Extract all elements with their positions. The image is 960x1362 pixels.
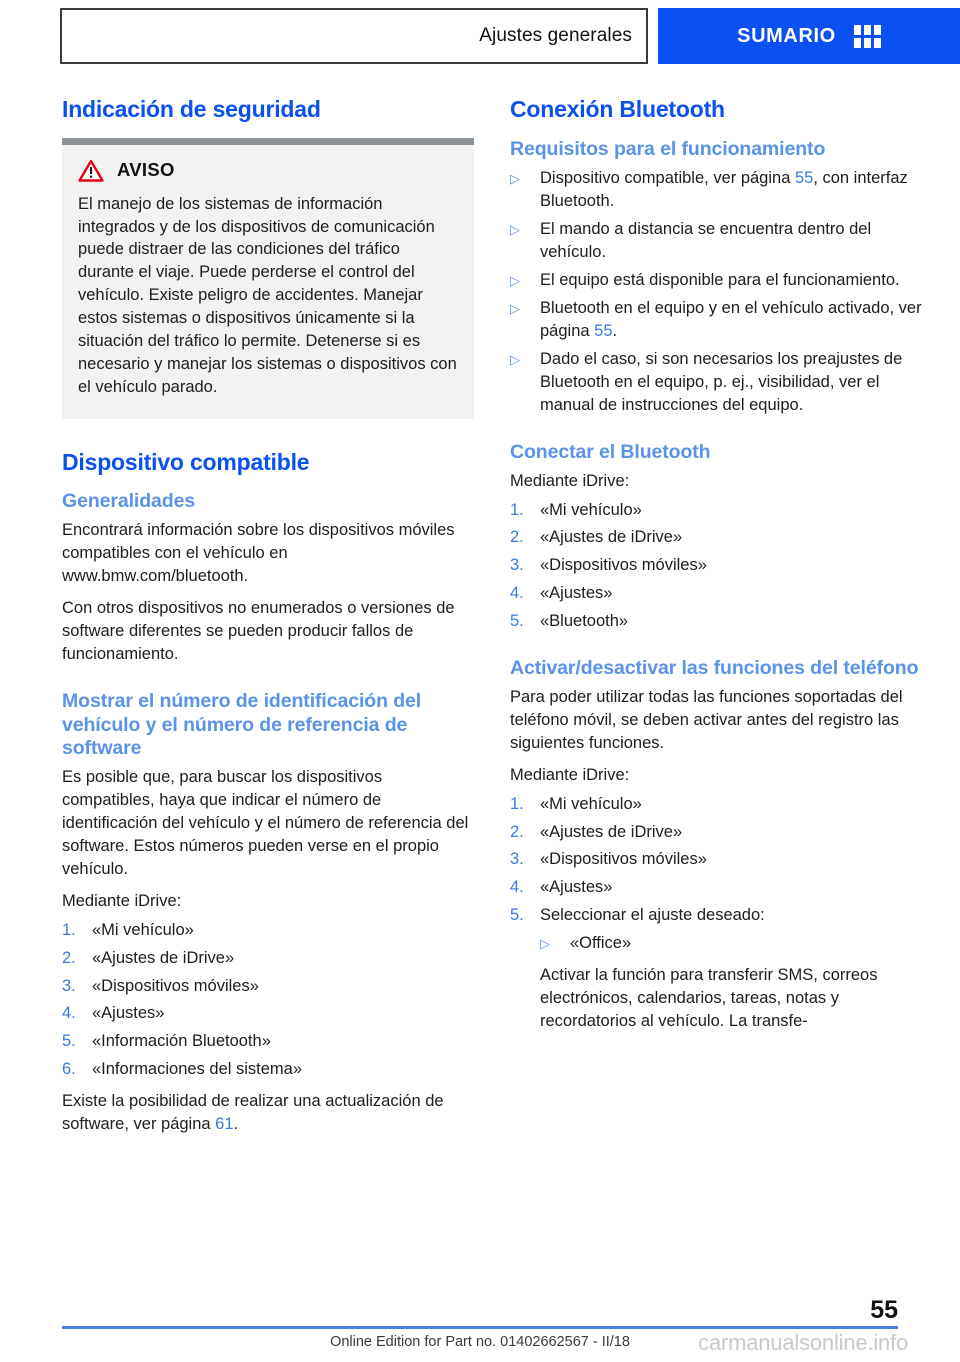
paragraph-activar-1: Para poder utilizar todas las funciones soportadas del teléfono móvil, se deben activar antes del registro las siguientes funciones. — [510, 687, 903, 752]
list-item[interactable] — [510, 526, 922, 549]
list-item[interactable] — [510, 610, 922, 633]
steps-list-conectar — [510, 499, 922, 634]
list-item — [510, 269, 922, 292]
actualizacion-text-after: . — [233, 1115, 239, 1134]
list-item[interactable] — [510, 582, 922, 605]
office-label: «Office» — [570, 934, 632, 953]
breadcrumb-label: Ajustes generales — [479, 25, 632, 46]
breadcrumb — [60, 8, 648, 64]
step-number: 4. — [510, 584, 524, 603]
list-item[interactable] — [510, 554, 922, 577]
page-reference-55[interactable]: 55 — [594, 322, 613, 341]
step-label: «Mi vehículo» — [540, 794, 642, 813]
step-number: 6. — [62, 1060, 76, 1079]
steps-list-identificacion — [62, 919, 474, 1082]
subheading-generalidades: Generalidades — [62, 490, 196, 513]
section-title-conexion-bluetooth: Conexión Bluetooth — [510, 96, 725, 122]
step-label: «Ajustes» — [540, 878, 613, 897]
warning-header — [78, 159, 458, 182]
step-number: 3. — [510, 850, 524, 869]
watermark: carmanualsonline.info — [698, 1330, 908, 1355]
list-item[interactable] — [510, 793, 922, 816]
office-bullet-list — [540, 932, 922, 955]
sumario-button[interactable] — [658, 8, 960, 64]
footer-divider — [62, 1326, 898, 1329]
paragraph-generalidades-1: Encontrará información sobre los dispositivos móviles compatibles con el vehículo en www.bmw.com/bluetooth. — [62, 521, 455, 586]
list-item — [510, 167, 922, 213]
list-item — [540, 932, 922, 955]
actualizacion-text-before: Existe la posibilidad de realizar una actualización de software, ver página — [62, 1092, 444, 1134]
footer-edition-text: Online Edition for Part no. 01402662567 - II/18 — [330, 1334, 630, 1350]
step-label: «Dispositivos móviles» — [540, 850, 707, 869]
requisitos-bullet-list — [510, 167, 922, 416]
list-item[interactable] — [510, 821, 922, 844]
list-item[interactable] — [510, 499, 922, 522]
step-number: 3. — [510, 556, 524, 575]
header-spacer — [648, 8, 658, 64]
list-item[interactable] — [62, 1002, 474, 1025]
warning-box — [62, 138, 474, 419]
subheading-mostrar-numero: Mostrar el número de identificación del vehículo y el número de referencia de software — [62, 689, 422, 760]
list-item — [510, 348, 922, 417]
warning-triangle-icon — [78, 159, 104, 182]
bullet-text-before: Bluetooth en el equipo y en el vehículo activado, ver página — [540, 299, 922, 341]
step-number: 4. — [510, 878, 524, 897]
paragraph-mediante-idrive-right-1: Mediante iDrive: — [510, 471, 630, 490]
step-label: «Ajustes» — [540, 584, 613, 603]
bullet-text: El mando a distancia se encuentra dentro del vehículo. — [540, 220, 872, 262]
triangle-bullet-icon: ▷ — [510, 222, 520, 238]
list-item[interactable] — [62, 1030, 474, 1053]
triangle-bullet-icon: ▷ — [540, 936, 550, 952]
bullet-text — [540, 297, 922, 343]
step-number: 3. — [62, 976, 76, 995]
step-number: 1. — [510, 794, 524, 813]
list-item — [510, 218, 922, 264]
list-item[interactable] — [62, 947, 474, 970]
step-number: 2. — [510, 822, 524, 841]
triangle-bullet-icon: ▷ — [510, 171, 520, 187]
page-reference-55[interactable]: 55 — [794, 169, 814, 188]
step-number: 5. — [510, 906, 524, 925]
list-item[interactable] — [510, 848, 922, 871]
step-label: «Ajustes de iDrive» — [92, 948, 235, 967]
step-label: «Mi vehículo» — [540, 500, 642, 519]
bullet-text-before: Dispositivo compatible, ver página — [540, 169, 795, 188]
warning-text: El manejo de los sistemas de información integrados y de los dispositivos de comunicación puede distraer de las condiciones del tráfico durante el viaje. Puede perderse el control del vehículo. Existe peligro de accidentes. Manejar estos sistemas o dispositivos únicamente si la situación del tráfico lo permite. Detenerse si es necesario y manejar los sistemas o dispositivos con el vehículo parado. — [78, 194, 457, 396]
office-description: Activar la función para transferir SMS, correos electrónicos, calendarios, tareas, notas y recordatorios al vehículo. La transfe- — [540, 966, 878, 1031]
list-item[interactable] — [510, 876, 922, 899]
steps-list-activar — [510, 793, 922, 928]
bullet-text: Dado el caso, si son necesarios los preajustes de Bluetooth en el equipo, p. ej., visibilidad, ver el manual de instrucciones del equipo. — [540, 350, 903, 414]
paragraph-mostrar-1: Es posible que, para buscar los dispositivos compatibles, haya que indicar el número de identificación del vehículo y el número de referencia del software. Estos números pueden verse en el propio vehículo. — [62, 768, 469, 878]
triangle-bullet-icon: ▷ — [510, 301, 520, 317]
step-label: «Ajustes de iDrive» — [540, 822, 683, 841]
list-item — [510, 297, 922, 343]
page-number: 55 — [870, 1296, 898, 1324]
step-number: 5. — [62, 1032, 76, 1051]
list-item[interactable] — [62, 919, 474, 942]
section-title-dispositivo: Dispositivo compatible — [62, 448, 310, 475]
page-title: Indicación de seguridad — [62, 96, 321, 122]
step-label: «Informaciones del sistema» — [92, 1060, 303, 1079]
paragraph-mediante-idrive-left: Mediante iDrive: — [62, 891, 182, 910]
step-label: Seleccionar el ajuste deseado: — [540, 906, 765, 925]
paragraph-generalidades-2: Con otros dispositivos no enumerados o versiones de software diferentes se pueden producir fallos de funcionamiento. — [62, 599, 455, 663]
step-number: 1. — [510, 500, 524, 519]
left-column — [62, 96, 474, 1145]
page-header — [60, 8, 960, 64]
grid-icon — [854, 25, 881, 48]
list-item[interactable] — [62, 1058, 474, 1081]
step-label: «Dispositivos móviles» — [92, 976, 259, 995]
step-number: 4. — [62, 1004, 76, 1023]
step-label: «Mi vehículo» — [92, 920, 194, 939]
step-label: «Ajustes» — [92, 1004, 165, 1023]
subheading-conectar-bluetooth: Conectar el Bluetooth — [510, 440, 711, 463]
step-number: 1. — [62, 920, 76, 939]
subheading-activar-desactivar: Activar/desactivar las funciones del teléfono — [510, 657, 919, 680]
paragraph-actualizacion — [62, 1090, 474, 1136]
list-item[interactable] — [510, 904, 922, 927]
step-label: «Dispositivos móviles» — [540, 556, 707, 575]
page-reference-61[interactable]: 61 — [215, 1115, 234, 1134]
bullet-text-after: , con interfaz Bluetooth. — [540, 169, 908, 211]
step-number: 2. — [510, 528, 524, 547]
right-column — [510, 96, 922, 1033]
step-label: «Ajustes de iDrive» — [540, 528, 683, 547]
step-label: «Bluetooth» — [540, 612, 629, 631]
warning-label: AVISO — [117, 159, 175, 181]
subheading-requisitos: Requisitos para el funcionamiento — [510, 137, 826, 160]
step-number: 2. — [62, 948, 76, 967]
triangle-bullet-icon: ▷ — [510, 352, 520, 368]
bullet-text: El equipo está disponible para el funcionamiento. — [540, 271, 900, 290]
paragraph-mediante-idrive-right-2: Mediante iDrive: — [510, 765, 630, 784]
bullet-text — [540, 167, 922, 213]
step-number: 5. — [510, 612, 524, 631]
step-label: «Información Bluetooth» — [92, 1032, 271, 1051]
list-item[interactable] — [62, 975, 474, 998]
triangle-bullet-icon: ▷ — [510, 273, 520, 289]
sumario-label: SUMARIO — [737, 24, 836, 47]
bullet-text-after: . — [612, 322, 618, 341]
